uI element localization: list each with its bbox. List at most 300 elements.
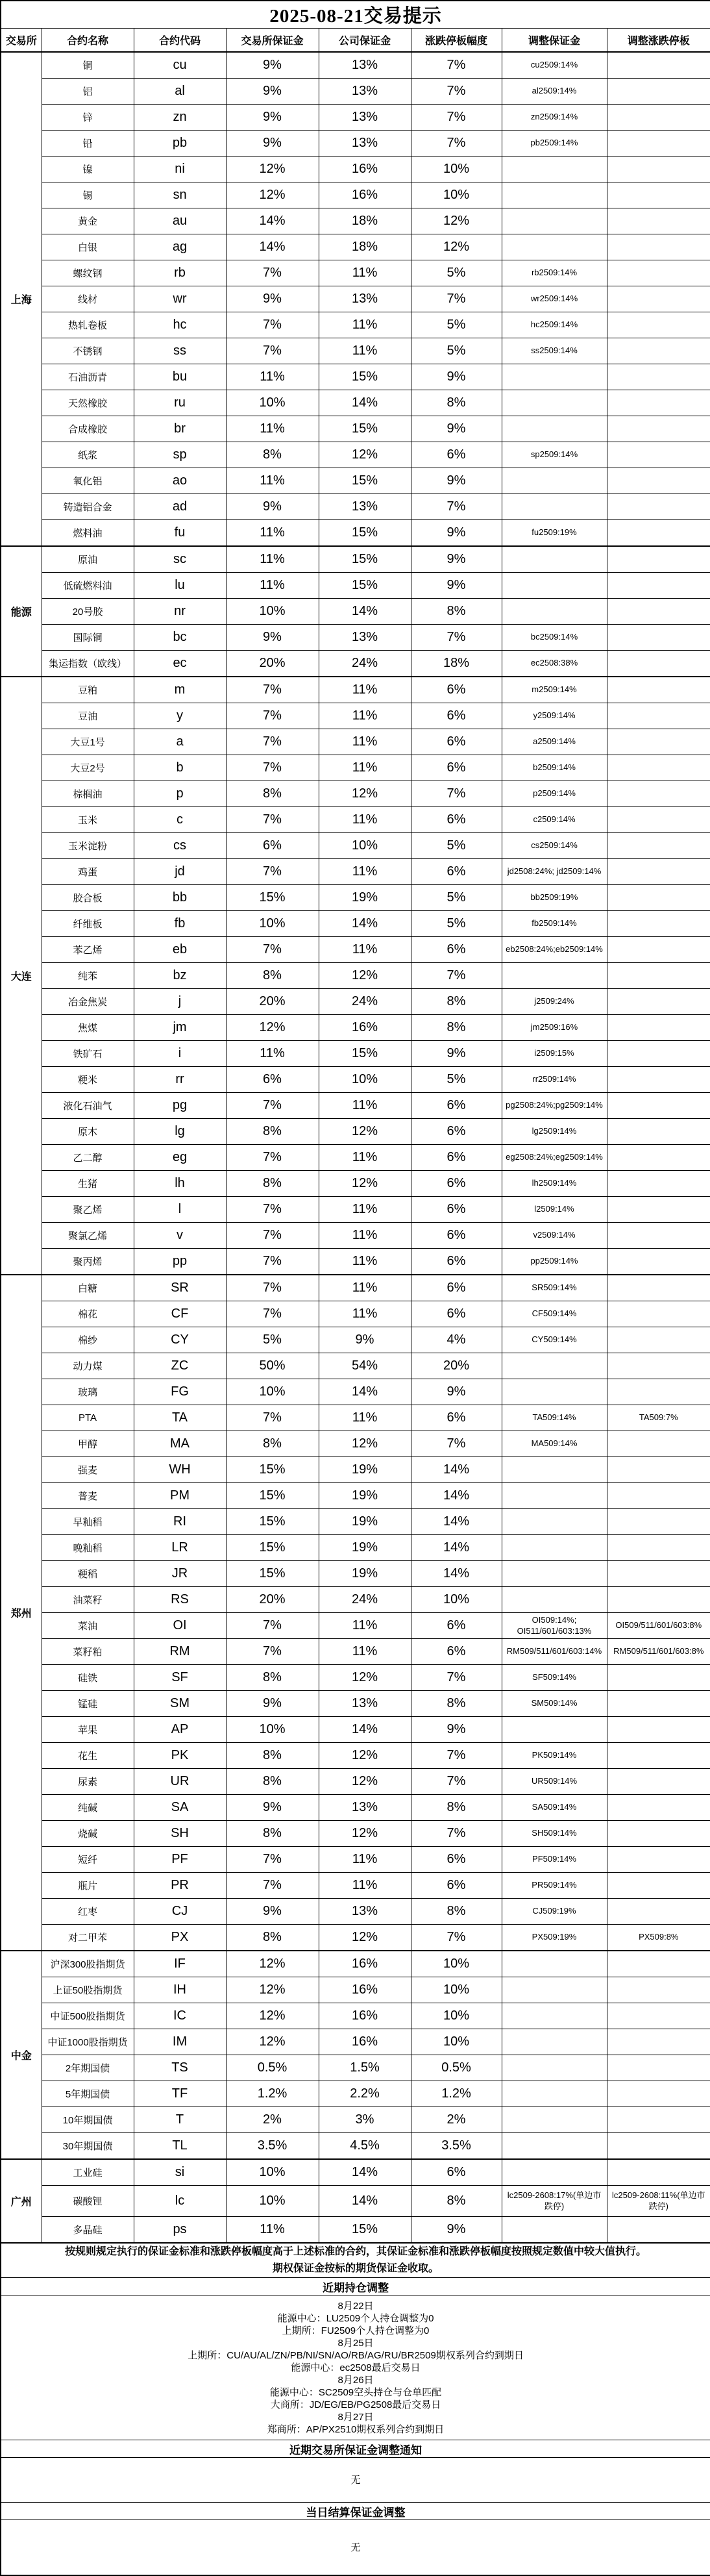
exchange-margin-cell: 15%: [226, 885, 319, 911]
table-row: [1, 651, 710, 677]
contract-code-cell: CY: [134, 1327, 226, 1353]
table-row: [1, 105, 710, 131]
adjusted-margin-cell: rb2509:14%: [502, 260, 607, 286]
contract-name-cell: 低硫燃料油: [42, 573, 134, 599]
contract-name-cell: 焦煤: [42, 1015, 134, 1041]
contract-name-cell: 沪深300股指期货: [42, 1951, 134, 1977]
company-margin-cell: 16%: [319, 2029, 411, 2055]
company-margin-cell: 13%: [319, 105, 411, 131]
company-margin-cell: 12%: [319, 1119, 411, 1145]
contract-code-cell: UR: [134, 1769, 226, 1795]
section-title-row: [1, 2440, 710, 2458]
contract-name-cell: 铁矿石: [42, 1041, 134, 1067]
exchange-margin-cell: 6%: [226, 1067, 319, 1093]
section-title-row: [1, 2278, 710, 2295]
adjusted-margin-cell: CF509:14%: [502, 1301, 607, 1327]
page-title: 2025-08-21交易提示: [1, 1, 710, 29]
contract-code-cell: rb: [134, 260, 226, 286]
price-limit-cell: 10%: [411, 1977, 502, 2003]
adjusted-margin-cell: fu2509:19%: [502, 520, 607, 547]
price-limit-cell: 14%: [411, 1561, 502, 1587]
price-limit-cell: 6%: [411, 1275, 502, 1301]
table-row: [1, 1067, 710, 1093]
table-row: [1, 468, 710, 494]
exchange-margin-cell: 11%: [226, 2217, 319, 2244]
section-body: [1, 2458, 710, 2503]
price-limit-cell: 6%: [411, 937, 502, 963]
price-limit-cell: 5%: [411, 338, 502, 364]
company-margin-cell: 11%: [319, 677, 411, 703]
adjusted-margin-cell: jm2509:16%: [502, 1015, 607, 1041]
price-limit-cell: 8%: [411, 390, 502, 416]
column-header-adjusted-margin: 调整保证金: [502, 29, 607, 53]
adjusted-price-limit-cell: [607, 1483, 710, 1509]
company-margin-cell: 15%: [319, 573, 411, 599]
table-row: [1, 781, 710, 807]
table-row: [1, 573, 710, 599]
adjusted-margin-cell: fb2509:14%: [502, 911, 607, 937]
price-limit-cell: 7%: [411, 131, 502, 156]
adjusted-price-limit-cell: [607, 1119, 710, 1145]
table-row: [1, 1483, 710, 1509]
adjusted-margin-cell: cu2509:14%: [502, 52, 607, 79]
adjusted-price-limit-cell: [607, 1769, 710, 1795]
exchange-margin-cell: 10%: [226, 2159, 319, 2186]
contract-name-cell: 甲醇: [42, 1431, 134, 1457]
contract-name-cell: 5年期国债: [42, 2081, 134, 2107]
adjusted-margin-cell: [502, 2133, 607, 2160]
contract-code-cell: lh: [134, 1171, 226, 1197]
contract-code-cell: FG: [134, 1379, 226, 1405]
company-margin-cell: 15%: [319, 1041, 411, 1067]
exchange-margin-cell: 9%: [226, 105, 319, 131]
adjusted-margin-cell: [502, 364, 607, 390]
company-margin-cell: 13%: [319, 131, 411, 156]
adjusted-price-limit-cell: [607, 807, 710, 833]
company-margin-cell: 12%: [319, 1925, 411, 1951]
table-row: [1, 625, 710, 651]
company-margin-cell: 14%: [319, 1379, 411, 1405]
company-margin-cell: 12%: [319, 1431, 411, 1457]
adjusted-price-limit-cell: [607, 208, 710, 234]
table-row: [1, 599, 710, 625]
contract-code-cell: pg: [134, 1093, 226, 1119]
table-row: [1, 1145, 710, 1171]
exchange-margin-cell: 6%: [226, 833, 319, 859]
exchange-margin-cell: 7%: [226, 1847, 319, 1873]
table-row: [1, 1561, 710, 1587]
contract-code-cell: ps: [134, 2217, 226, 2244]
adjusted-price-limit-cell: [607, 338, 710, 364]
adjusted-margin-cell: [502, 468, 607, 494]
price-limit-cell: 8%: [411, 1899, 502, 1925]
exchange-margin-cell: 5%: [226, 1327, 319, 1353]
adjusted-price-limit-cell: [607, 599, 710, 625]
table-row: [1, 1405, 710, 1431]
price-limit-cell: 9%: [411, 416, 502, 442]
contract-name-cell: 原木: [42, 1119, 134, 1145]
adjusted-margin-cell: bc2509:14%: [502, 625, 607, 651]
exchange-margin-cell: 7%: [226, 1639, 319, 1665]
exchange-margin-cell: 8%: [226, 1821, 319, 1847]
price-limit-cell: 6%: [411, 729, 502, 755]
price-limit-cell: 6%: [411, 1223, 502, 1249]
adjusted-margin-cell: ec2508:38%: [502, 651, 607, 677]
contract-name-cell: 粳米: [42, 1067, 134, 1093]
adjusted-price-limit-cell: [607, 885, 710, 911]
price-limit-cell: 6%: [411, 755, 502, 781]
contract-code-cell: ec: [134, 651, 226, 677]
price-limit-cell: 5%: [411, 312, 502, 338]
exchange-group-label: 大连: [1, 677, 42, 1275]
contract-code-cell: y: [134, 703, 226, 729]
adjusted-margin-cell: p2509:14%: [502, 781, 607, 807]
contract-name-cell: 镍: [42, 156, 134, 182]
table-row: [1, 286, 710, 312]
table-row: [1, 833, 710, 859]
table-row: [1, 1977, 710, 2003]
exchange-margin-cell: 7%: [226, 312, 319, 338]
adjusted-margin-cell: [502, 416, 607, 442]
contract-name-cell: 苯乙烯: [42, 937, 134, 963]
exchange-margin-cell: 10%: [226, 2186, 319, 2217]
price-limit-cell: 9%: [411, 1717, 502, 1743]
adjusted-price-limit-cell: [607, 494, 710, 520]
contract-name-cell: 短纤: [42, 1847, 134, 1873]
adjusted-margin-cell: CY509:14%: [502, 1327, 607, 1353]
contract-name-cell: 红枣: [42, 1899, 134, 1925]
adjusted-margin-cell: [502, 182, 607, 208]
table-row: [1, 1795, 710, 1821]
adjusted-price-limit-cell: [607, 1223, 710, 1249]
contract-code-cell: T: [134, 2107, 226, 2133]
contract-code-cell: JR: [134, 1561, 226, 1587]
price-limit-cell: 9%: [411, 520, 502, 547]
adjusted-margin-cell: y2509:14%: [502, 703, 607, 729]
adjusted-margin-cell: [502, 2029, 607, 2055]
contract-code-cell: IH: [134, 1977, 226, 2003]
contract-code-cell: ag: [134, 234, 226, 260]
contract-code-cell: sc: [134, 546, 226, 573]
price-limit-cell: 6%: [411, 442, 502, 468]
adjusted-margin-cell: [502, 234, 607, 260]
contract-name-cell: 烧碱: [42, 1821, 134, 1847]
contract-name-cell: 多晶硅: [42, 2217, 134, 2244]
price-limit-cell: 20%: [411, 1353, 502, 1379]
contract-name-cell: 中证500股指期货: [42, 2003, 134, 2029]
adjusted-margin-cell: al2509:14%: [502, 79, 607, 105]
price-limit-cell: 6%: [411, 859, 502, 885]
price-limit-cell: 0.5%: [411, 2055, 502, 2081]
table-row: [1, 807, 710, 833]
price-limit-cell: 18%: [411, 651, 502, 677]
company-margin-cell: 13%: [319, 494, 411, 520]
contract-name-cell: 锰硅: [42, 1691, 134, 1717]
adjusted-margin-cell: pb2509:14%: [502, 131, 607, 156]
contract-name-cell: 对二甲苯: [42, 1925, 134, 1951]
adjusted-margin-cell: [502, 1483, 607, 1509]
exchange-margin-cell: 11%: [226, 1041, 319, 1067]
company-margin-cell: 12%: [319, 1821, 411, 1847]
section-title: 当日结算保证金调整: [1, 2503, 710, 2520]
column-header-exchange-margin: 交易所保证金: [226, 29, 319, 53]
adjusted-margin-cell: SF509:14%: [502, 1665, 607, 1691]
contract-code-cell: IM: [134, 2029, 226, 2055]
section-body-line: 大商所：JD/EG/EB/PG2508最后交易日: [270, 2399, 441, 2410]
price-limit-cell: 7%: [411, 1431, 502, 1457]
exchange-margin-cell: 14%: [226, 234, 319, 260]
exchange-margin-cell: 9%: [226, 1899, 319, 1925]
table-row: [1, 182, 710, 208]
exchange-margin-cell: 1.2%: [226, 2081, 319, 2107]
price-limit-cell: 3.5%: [411, 2133, 502, 2160]
company-margin-cell: 2.2%: [319, 2081, 411, 2107]
exchange-margin-cell: 15%: [226, 1509, 319, 1535]
price-limit-cell: 1.2%: [411, 2081, 502, 2107]
adjusted-price-limit-cell: [607, 625, 710, 651]
adjusted-margin-cell: l2509:14%: [502, 1197, 607, 1223]
adjusted-price-limit-cell: [607, 156, 710, 182]
company-margin-cell: 11%: [319, 1405, 411, 1431]
company-margin-cell: 12%: [319, 781, 411, 807]
exchange-margin-cell: 3.5%: [226, 2133, 319, 2160]
contract-name-cell: 黄金: [42, 208, 134, 234]
table-row: [1, 312, 710, 338]
company-margin-cell: 3%: [319, 2107, 411, 2133]
adjusted-margin-cell: [502, 2055, 607, 2081]
price-limit-cell: 8%: [411, 2186, 502, 2217]
adjusted-price-limit-cell: [607, 468, 710, 494]
contract-code-cell: ss: [134, 338, 226, 364]
adjusted-margin-cell: [502, 390, 607, 416]
contract-name-cell: 早籼稻: [42, 1509, 134, 1535]
table-row: [1, 1171, 710, 1197]
price-limit-cell: 2%: [411, 2107, 502, 2133]
contract-code-cell: lu: [134, 573, 226, 599]
contract-code-cell: nr: [134, 599, 226, 625]
price-limit-cell: 6%: [411, 807, 502, 833]
contract-name-cell: 中证1000股指期货: [42, 2029, 134, 2055]
price-limit-cell: 7%: [411, 79, 502, 105]
contract-name-cell: 豆粕: [42, 677, 134, 703]
adjusted-price-limit-cell: [607, 260, 710, 286]
exchange-margin-cell: 15%: [226, 1483, 319, 1509]
rules-note-row: [1, 2243, 710, 2278]
contract-name-cell: 瓶片: [42, 1873, 134, 1899]
section-body-line: 上期所：FU2509个人持仓调整为0: [282, 2325, 430, 2336]
exchange-group-label: 中金: [1, 1951, 42, 2159]
contract-name-cell: 白银: [42, 234, 134, 260]
contract-code-cell: wr: [134, 286, 226, 312]
section-body-row: [1, 2458, 710, 2503]
adjusted-margin-cell: pg2508:24%;pg2509:14%: [502, 1093, 607, 1119]
contract-name-cell: 棉纱: [42, 1327, 134, 1353]
exchange-margin-cell: 14%: [226, 208, 319, 234]
price-limit-cell: 8%: [411, 989, 502, 1015]
adjusted-margin-cell: [502, 963, 607, 989]
price-limit-cell: 9%: [411, 2217, 502, 2244]
company-margin-cell: 11%: [319, 937, 411, 963]
price-limit-cell: 9%: [411, 1379, 502, 1405]
company-margin-cell: 13%: [319, 1795, 411, 1821]
exchange-margin-cell: 7%: [226, 1197, 319, 1223]
adjusted-margin-cell: sp2509:14%: [502, 442, 607, 468]
price-limit-cell: 10%: [411, 1951, 502, 1977]
company-margin-cell: 18%: [319, 208, 411, 234]
exchange-margin-cell: 9%: [226, 494, 319, 520]
contract-name-cell: 不锈钢: [42, 338, 134, 364]
contract-code-cell: ZC: [134, 1353, 226, 1379]
table-row: [1, 546, 710, 573]
contract-name-cell: 石油沥青: [42, 364, 134, 390]
contract-code-cell: i: [134, 1041, 226, 1067]
adjusted-margin-cell: PK509:14%: [502, 1743, 607, 1769]
exchange-margin-cell: 12%: [226, 1977, 319, 2003]
price-limit-cell: 7%: [411, 52, 502, 79]
section-body-line: 郑商所：AP/PX2510期权系列合约到期日: [267, 2423, 445, 2435]
contract-name-cell: 30年期国债: [42, 2133, 134, 2160]
section-body-line: 8月27日: [337, 2411, 374, 2423]
exchange-margin-cell: 10%: [226, 1379, 319, 1405]
section-body-line: 无: [350, 2542, 361, 2553]
company-margin-cell: 14%: [319, 599, 411, 625]
adjusted-price-limit-cell: [607, 286, 710, 312]
table-row: [1, 1249, 710, 1275]
company-margin-cell: 1.5%: [319, 2055, 411, 2081]
table-row: [1, 1613, 710, 1639]
adjusted-margin-cell: hc2509:14%: [502, 312, 607, 338]
column-header-contract-name: 合约名称: [42, 29, 134, 53]
contract-code-cell: SH: [134, 1821, 226, 1847]
contract-name-cell: 2年期国债: [42, 2055, 134, 2081]
contract-code-cell: c: [134, 807, 226, 833]
company-margin-cell: 24%: [319, 989, 411, 1015]
price-limit-cell: 6%: [411, 703, 502, 729]
company-margin-cell: 11%: [319, 1847, 411, 1873]
company-margin-cell: 14%: [319, 911, 411, 937]
price-limit-cell: 8%: [411, 1015, 502, 1041]
price-limit-cell: 6%: [411, 1093, 502, 1119]
table-row: [1, 885, 710, 911]
section-body-line: 上期所：CU/AU/AL/ZN/PB/NI/SN/AO/RB/AG/RU/BR2509期权系列合约到期日: [188, 2349, 524, 2361]
contract-name-cell: 强麦: [42, 1457, 134, 1483]
contract-code-cell: ao: [134, 468, 226, 494]
exchange-margin-cell: 20%: [226, 989, 319, 1015]
contract-code-cell: fb: [134, 911, 226, 937]
exchange-margin-cell: 10%: [226, 599, 319, 625]
adjusted-margin-cell: cs2509:14%: [502, 833, 607, 859]
exchange-margin-cell: 7%: [226, 338, 319, 364]
company-margin-cell: 11%: [319, 1093, 411, 1119]
table-row: [1, 1691, 710, 1717]
company-margin-cell: 16%: [319, 1951, 411, 1977]
contract-name-cell: 锌: [42, 105, 134, 131]
adjusted-margin-cell: MA509:14%: [502, 1431, 607, 1457]
table-row: [1, 2029, 710, 2055]
company-margin-cell: 11%: [319, 1301, 411, 1327]
contract-name-cell: 菜籽粕: [42, 1639, 134, 1665]
adjusted-margin-cell: pp2509:14%: [502, 1249, 607, 1275]
company-margin-cell: 12%: [319, 1743, 411, 1769]
contract-name-cell: 生猪: [42, 1171, 134, 1197]
contract-name-cell: 工业硅: [42, 2159, 134, 2186]
contract-code-cell: zn: [134, 105, 226, 131]
contract-name-cell: 碳酸锂: [42, 2186, 134, 2217]
adjusted-price-limit-cell: [607, 79, 710, 105]
adjusted-margin-cell: [502, 573, 607, 599]
contract-code-cell: a: [134, 729, 226, 755]
exchange-group-label: 上海: [1, 52, 42, 546]
adjusted-price-limit-cell: [607, 2029, 710, 2055]
table-row: [1, 131, 710, 156]
section-body-line: 8月22日: [337, 2300, 374, 2312]
contract-code-cell: eg: [134, 1145, 226, 1171]
table-row: [1, 79, 710, 105]
contract-name-cell: 棉花: [42, 1301, 134, 1327]
contract-code-cell: TA: [134, 1405, 226, 1431]
contract-name-cell: 纤维板: [42, 911, 134, 937]
adjusted-margin-cell: [502, 546, 607, 573]
contract-code-cell: IF: [134, 1951, 226, 1977]
adjusted-price-limit-cell: [607, 1977, 710, 2003]
price-limit-cell: 7%: [411, 1665, 502, 1691]
adjusted-price-limit-cell: [607, 729, 710, 755]
contract-name-cell: 线材: [42, 286, 134, 312]
contract-code-cell: PX: [134, 1925, 226, 1951]
price-limit-cell: 10%: [411, 2029, 502, 2055]
contract-name-cell: 胶合板: [42, 885, 134, 911]
exchange-margin-cell: 7%: [226, 1249, 319, 1275]
adjusted-price-limit-cell: [607, 416, 710, 442]
contract-name-cell: 乙二醇: [42, 1145, 134, 1171]
adjusted-margin-cell: lg2509:14%: [502, 1119, 607, 1145]
column-header-price-limit: 涨跌停板幅度: [411, 29, 502, 53]
contract-name-cell: 苹果: [42, 1717, 134, 1743]
table-row: [1, 1743, 710, 1769]
exchange-margin-cell: 2%: [226, 2107, 319, 2133]
section-body-line: 能源中心：LU2509个人持仓调整为0: [277, 2312, 434, 2324]
adjusted-margin-cell: eg2508:24%;eg2509:14%: [502, 1145, 607, 1171]
exchange-margin-cell: 9%: [226, 1691, 319, 1717]
exchange-margin-cell: 8%: [226, 963, 319, 989]
adjusted-margin-cell: UR509:14%: [502, 1769, 607, 1795]
company-margin-cell: 12%: [319, 1769, 411, 1795]
price-limit-cell: 9%: [411, 546, 502, 573]
table-row: [1, 1951, 710, 1977]
adjusted-margin-cell: ss2509:14%: [502, 338, 607, 364]
contract-name-cell: 白糖: [42, 1275, 134, 1301]
margin-table-body: [1, 52, 710, 2575]
table-row: [1, 2186, 710, 2217]
contract-code-cell: PR: [134, 1873, 226, 1899]
contract-code-cell: SF: [134, 1665, 226, 1691]
company-margin-cell: 11%: [319, 1613, 411, 1639]
adjusted-margin-cell: v2509:14%: [502, 1223, 607, 1249]
contract-name-cell: 尿素: [42, 1769, 134, 1795]
table-row: [1, 1639, 710, 1665]
column-header-row: [1, 29, 710, 53]
company-margin-cell: 11%: [319, 1873, 411, 1899]
adjusted-price-limit-cell: [607, 1379, 710, 1405]
adjusted-price-limit-cell: [607, 1509, 710, 1535]
company-margin-cell: 19%: [319, 1509, 411, 1535]
contract-code-cell: bz: [134, 963, 226, 989]
company-margin-cell: 19%: [319, 1535, 411, 1561]
table-row: [1, 1379, 710, 1405]
adjusted-price-limit-cell: [607, 2133, 710, 2160]
price-limit-cell: 8%: [411, 1795, 502, 1821]
column-header-adjusted-limit: 调整涨跌停板: [607, 29, 710, 53]
